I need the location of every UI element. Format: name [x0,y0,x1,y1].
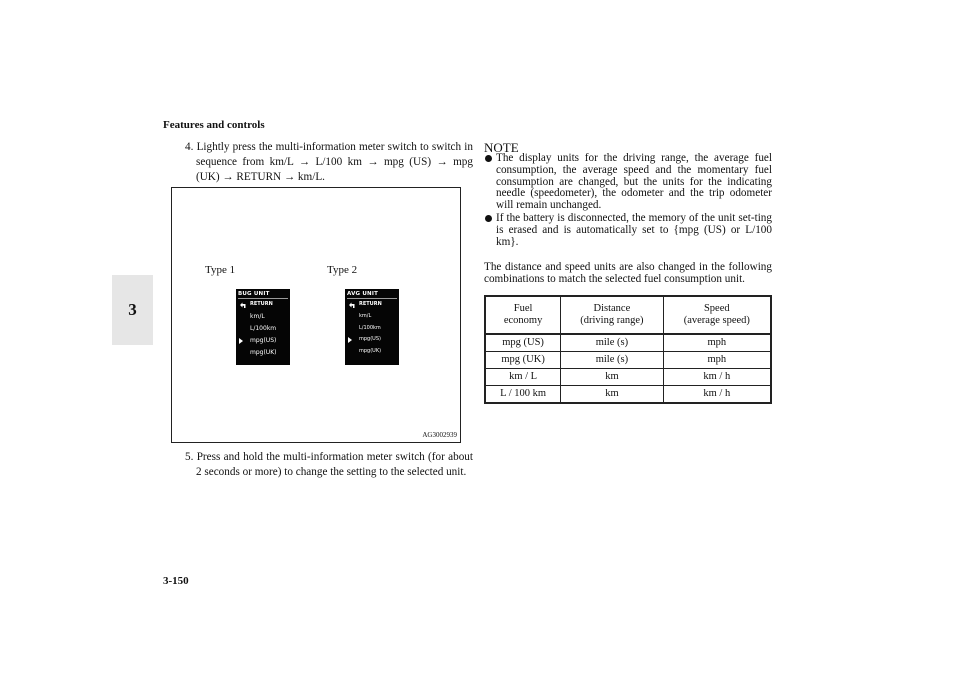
unit-option: km/L [359,313,372,319]
unit-combination-table [484,295,772,404]
note-heading: NOTE [484,140,519,155]
table-cell: km / L [485,369,561,386]
note-item: The display units for the driving range, the average fuel consumption, the average speed and the momentary fuel consumption are changed, but the units for the indicating needle (speedometer), the odometer and the trip odometer will remain unchanged. [484,153,772,212]
table-row [485,386,771,404]
table-cell: mph [663,352,771,369]
type2-label: Type 2 [327,264,358,276]
selection-pointer-icon [348,337,352,343]
return-option: RETURN [250,301,273,307]
table-header-row [485,296,771,334]
table-cell: mph [663,334,771,352]
type2-display [345,289,399,365]
title-divider [238,298,288,299]
unit-option-selected: mpg(US) [250,337,277,344]
return-arrow-icon [348,302,355,308]
table-row [485,352,771,369]
header-fuel-economy: Fuel economy [485,296,561,334]
note-list [484,153,772,249]
table-cell: L / 100 km [485,386,561,404]
header-distance: Distance (driving range) [561,296,663,334]
figure-code: AG3002939 [422,431,457,439]
unit-option: L/100km [250,325,277,332]
step-4: 4. Lightly press the multi-information meter switch to switch in sequence from km/L → L/100 km → mpg (US) → mpg (UK) → RETURN → km/L. [185,141,473,183]
unit-option: mpg(UK) [250,349,277,356]
note-item: If the battery is disconnected, the memory of the unit set-ting is erased and is automatically set to {mpg (US) or L/100 km}. [484,213,772,248]
page-number: 3-150 [163,575,189,587]
table-cell: km [561,386,663,404]
return-arrow-icon [239,302,246,308]
table-cell: mile (s) [561,352,663,369]
title-divider [347,298,397,299]
table-row [485,334,771,352]
chapter-tab: 3 [112,275,153,345]
table-cell: mpg (US) [485,334,561,352]
display-title: AVG UNIT [347,291,379,297]
section-title: Features and controls [163,119,265,131]
table-cell: mpg (UK) [485,352,561,369]
display-title: BUG UNIT [238,291,270,297]
type1-display [236,289,290,365]
display-figure [171,187,461,443]
step-5: 5. Press and hold the multi-information meter switch (for about 2 seconds or more) to change the setting to the selected unit. [185,451,473,478]
unit-option: L/100km [359,325,381,331]
unit-option: mpg(UK) [359,348,382,354]
table-cell: km / h [663,386,771,404]
table-cell: km / h [663,369,771,386]
table-row [485,369,771,386]
table-cell: km [561,369,663,386]
unit-option-selected: mpg(US) [359,336,381,342]
type1-label: Type 1 [205,264,236,276]
unit-option: km/L [250,313,265,320]
bullet-icon [485,215,492,222]
table-cell: mile (s) [561,334,663,352]
bullet-icon [485,155,492,162]
header-speed: Speed (average speed) [663,296,771,334]
selection-pointer-icon [239,338,243,344]
unit-combination-paragraph: The distance and speed units are also changed in the following combinations to match the selected fuel consumption unit. [484,261,772,285]
return-option: RETURN [359,301,382,307]
